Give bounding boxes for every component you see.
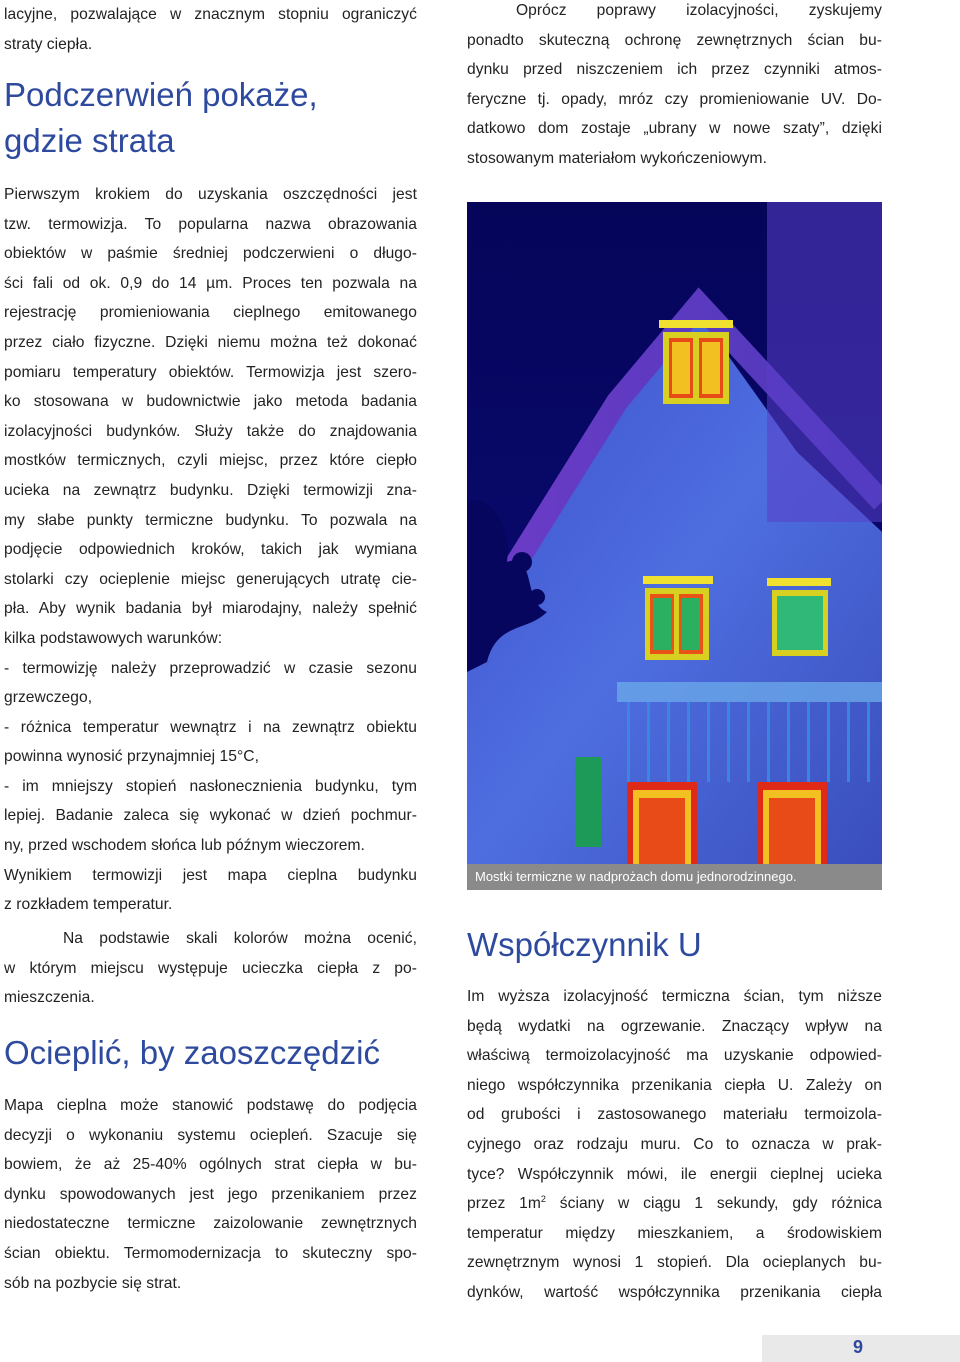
text-line: Na podstawie skali kolorów można ocenić, xyxy=(63,930,417,947)
text-line: będą wydatki na ogrzewanie. Znaczący wpływ na xyxy=(467,1017,882,1035)
text-line: niedostateczne termiczne zaizolowanie zewnętrznych xyxy=(4,1215,417,1233)
paragraph-skala xyxy=(4,924,417,1013)
text-line: dynku przed niszczeniem ich przez czynniki atmos- xyxy=(467,61,882,79)
text-line: przez ciało fizyczne. Dzięki niemu można też dokonać xyxy=(4,333,417,351)
text-line: Im wyższa izolacyjność termiczna ścian, tym niższe xyxy=(467,988,882,1005)
text-line: stolarki czy ocieplenie miejsc generujących utratę cie- xyxy=(4,570,417,588)
text-line: mostków termicznych, czyli miejsc, przez które ciepło xyxy=(4,452,417,470)
text-line: ucieka na zewnątrz budynku. Dzięki termowizji zna- xyxy=(4,481,417,499)
paragraph-mapa xyxy=(4,1091,417,1298)
text-line: ścian obiektu. Termomodernizacja to skuteczny spo- xyxy=(4,1244,417,1262)
text-line: cyjnego oraz rodzaju muru. Co to oznacza w prak- xyxy=(467,1135,882,1153)
text-line: obiektów w paśmie średniej podczerwieni o długo- xyxy=(4,245,417,263)
text-line: powinna wynosić przynajmniej 15°C, xyxy=(4,748,259,766)
heading-line-2: gdzie strata xyxy=(4,122,175,159)
text-line: w którym miejscu występuje ucieczka ciepła z po- xyxy=(4,959,417,977)
text-line: Wynikiem termowizji jest mapa cieplna budynku xyxy=(4,866,417,884)
text-line: dynku spowodowanych jest jego przenikaniem przez xyxy=(4,1185,417,1203)
thermal-house-image xyxy=(467,202,882,864)
text-line: - różnica temperatur wewnątrz i na zewnątrz obiektu xyxy=(4,718,417,736)
text-line: sób na pozbycie się strat. xyxy=(4,1274,182,1292)
text-line: izolacyjności budynków. Służy także do znajdowania xyxy=(4,422,417,440)
text-line: ści fali od ok. 0,9 do 14 µm. Proces ten pozwala na xyxy=(4,274,417,292)
text-line: Pierwszym krokiem do uzyskania oszczędności jest xyxy=(4,186,417,203)
text-line: podjęcie odpowiednich kroków, takich jak wymiana xyxy=(4,541,417,559)
text-line: niego współczynnika przenikania ciepła U. Zależy on xyxy=(467,1076,882,1094)
intro-text xyxy=(4,0,417,59)
thermal-image-drawing xyxy=(467,202,882,864)
text-line: - termowizję należy przeprowadzić w czasie sezonu xyxy=(4,659,417,677)
text-line: my słabe punkty termiczne budynku. To pozwala na xyxy=(4,511,417,529)
text-line: mieszczenia. xyxy=(4,989,95,1007)
text-line: - im mniejszy stopień nasłonecznienia budynku, tym xyxy=(4,777,417,795)
text-line: zewnętrznym wynosi 1 stopień. Dla ocieplanych bu- xyxy=(467,1254,882,1272)
text-line-with-superscript xyxy=(467,1189,882,1219)
text-line: lepiej. Badanie zaleca się wykonać w dzień pochmur- xyxy=(4,807,417,825)
text-line: feryczne tj. opady, mróz czy promieniowanie UV. Do- xyxy=(467,90,882,108)
heading-podczerwien xyxy=(4,72,318,164)
text-line: pła. Aby wynik badania był miarodajny, należy spełnić xyxy=(4,600,417,618)
text-line: Mapa cieplna może stanowić podstawę do podjęcia xyxy=(4,1097,417,1114)
text-line: stosowanym materiałom wykończeniowym. xyxy=(467,149,767,167)
paragraph-wspolczynnik xyxy=(467,982,882,1308)
text-fragment: ściany w ciągu 1 sekundy, gdy różnica xyxy=(545,1195,882,1213)
text-line: grzewczego, xyxy=(4,689,93,707)
text-line: tzw. termowizja. To popularna nazwa obrazowania xyxy=(4,215,417,233)
text-line: tyce? Współczynnik mówi, ile energii cieplnej ucieka xyxy=(467,1165,882,1183)
paragraph-termowizja xyxy=(4,180,417,920)
heading-line-1: Podczerwień pokaże, xyxy=(4,76,318,113)
text-line: właściwą termoizolacyjność ma uzyskanie odpowied- xyxy=(467,1047,882,1065)
intro-line-2: straty ciepła. xyxy=(4,35,93,53)
image-caption: Mostki termiczne w nadprożach domu jednorodzinnego. xyxy=(467,864,882,890)
superscript: 2 xyxy=(540,1194,546,1205)
text-fragment: przez 1m xyxy=(467,1195,541,1213)
text-line: ny, przed wschodem słońca lub późnym wieczorem. xyxy=(4,837,365,855)
text-line: datkowo dom zostaje „ubrany w nowe szaty”, dzięki xyxy=(467,120,882,138)
text-line: z rozkładem temperatur. xyxy=(4,896,173,914)
text-line: decyzji o wykonaniu systemu ociepleń. Szacuje się xyxy=(4,1126,417,1144)
text-line: pomiaru temperatury obiektów. Termowizja jest szero- xyxy=(4,363,417,381)
text-line: temperatur między mieszkaniem, a środowiskiem xyxy=(467,1224,882,1242)
page-number: 9 xyxy=(853,1337,864,1357)
text-line: Oprócz poprawy izolacyjności, zyskujemy xyxy=(516,2,882,19)
text-line: ponadto skuteczną ochronę zewnętrznych ścian bu- xyxy=(467,31,882,49)
text-line: bowiem, że aż 25-40% ogólnych strat ciepła w bu- xyxy=(4,1156,417,1174)
text-line: ko stosowana w budownictwie jako metoda badania xyxy=(4,393,417,411)
text-line: od grubości i zastosowanego materiału termoizola- xyxy=(467,1106,882,1124)
heading-ocieplic: Ocieplić, by zaoszczędzić xyxy=(4,1034,380,1071)
text-line: kilka podstawowych warunków: xyxy=(4,629,223,647)
paragraph-ochrona xyxy=(467,0,882,174)
text-line: rejestrację promieniowania cieplnego emitowanego xyxy=(4,304,417,322)
intro-line-1: lacyjne, pozwalające w znacznym stopniu ograniczyć xyxy=(4,6,417,23)
heading-wspolczynnik-u: Współczynnik U xyxy=(467,926,702,963)
text-line: dynków, wartość współczynnika przenikania ciepła xyxy=(467,1283,882,1301)
